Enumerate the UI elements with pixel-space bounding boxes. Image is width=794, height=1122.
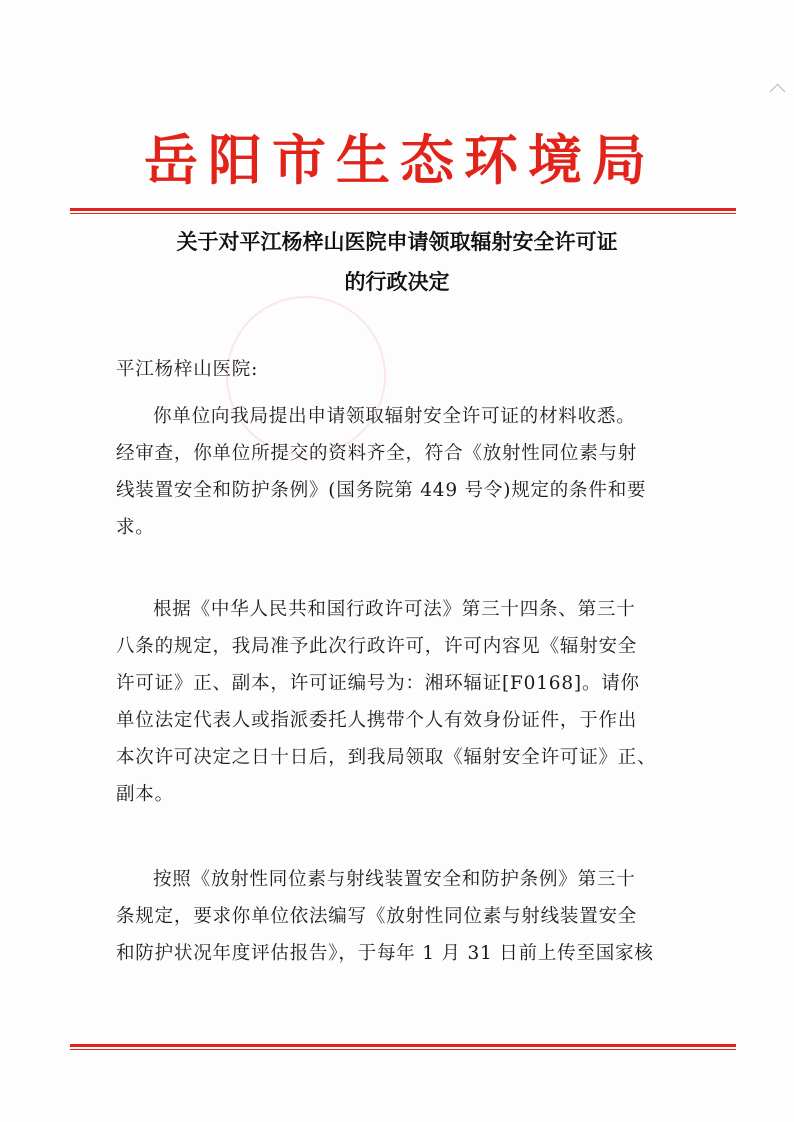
paragraph-line: 按照《放射性同位素与射线装置安全和防护条例》第三十: [153, 869, 636, 890]
paragraph-line: 根据《中华人民共和国行政许可法》第三十四条、第三十: [153, 599, 636, 620]
paragraph-line: 单位法定代表人或指派委托人携带个人有效身份证件，于作出: [116, 710, 638, 731]
scan-corner-mark: [770, 84, 786, 100]
paragraph-line: 经审查，你单位所提交的资料齐全，符合《放射性同位素与射: [116, 443, 638, 464]
letterhead-divider-top: [70, 208, 736, 214]
paragraph-1: [116, 398, 696, 546]
paragraph-line: 本次许可决定之日十日后，到我局领取《辐射安全许可证》正、: [116, 747, 657, 768]
paragraph-line: 线装置安全和防护条例》(国务院第 449 号令)规定的条件和要: [116, 480, 647, 501]
page-divider-bottom: [70, 1044, 736, 1050]
paragraph-line: 求。: [116, 517, 155, 538]
paragraph-line: 许可证》正、副本，许可证编号为：湘环辐证[F0168]。请你: [116, 673, 640, 694]
document-title-line-1: 关于对平江杨梓山医院申请领取辐射安全许可证: [176, 230, 618, 254]
paragraph-line: 条规定，要求你单位依法编写《放射性同位素与射线装置安全: [116, 906, 638, 927]
paragraph-line: 副本。: [116, 784, 174, 805]
agency-letterhead-title: 岳阳市生态环境局: [144, 128, 656, 192]
paragraph-line: 和防护状况年度评估报告》，于每年 1 月 31 日前上传至国家核: [116, 943, 654, 964]
paragraph-2: [116, 591, 696, 813]
addressee: 平江杨梓山医院:: [116, 359, 259, 380]
paragraph-line: 你单位向我局提出申请领取辐射安全许可证的材料收悉。: [153, 406, 636, 427]
document-title-line-2: 的行政决定: [344, 270, 450, 294]
paragraph-3: [116, 861, 696, 972]
paragraph-line: 八条的规定，我局准予此次行政许可，许可内容见《辐射安全: [116, 636, 638, 657]
